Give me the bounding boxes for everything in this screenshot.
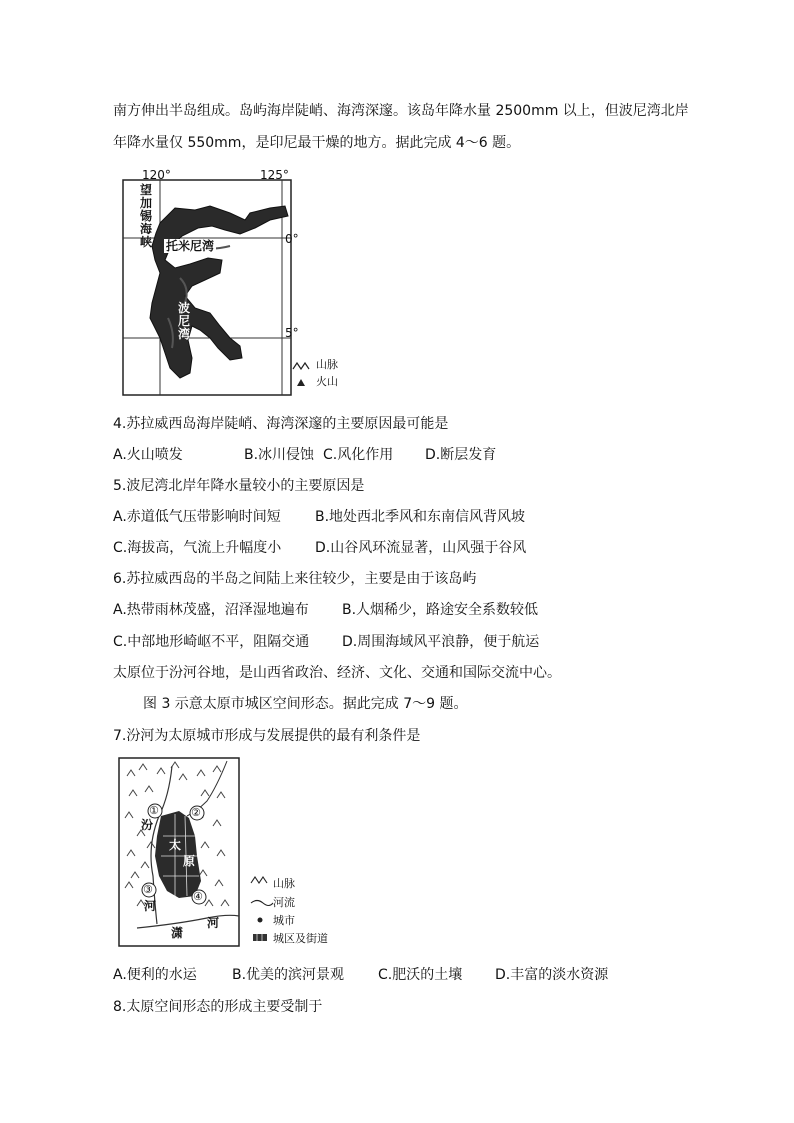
q6-option-a[interactable]: A.热带雨林茂盛，沼泽湿地遍布 [113, 602, 309, 618]
q7-option-a[interactable]: A.便利的水运 [113, 967, 197, 983]
passage-line-1: 南方伸出半岛组成。岛屿海岸陡峭、海湾深邃。该岛年降水量 2500mm 以上，但波尼湾北岸 [113, 103, 689, 119]
volcano-icon [292, 377, 312, 387]
q7-option-c[interactable]: C.肥沃的土壤 [378, 967, 463, 983]
strait-label: 望加锡海峡 [140, 183, 153, 249]
lon-120-label: 120° [142, 168, 171, 182]
q6-option-d[interactable]: D.周围海域风平浪静，便于航运 [342, 634, 540, 650]
he-label-2: 河 [207, 916, 220, 930]
marker-3: ③ [143, 883, 153, 896]
yuan-label: 原 [183, 854, 196, 868]
q6-option-c[interactable]: C.中部地形崎岖不平，阻隔交通 [113, 634, 310, 650]
legend-mountain [292, 358, 338, 372]
marker-1: ① [149, 804, 159, 817]
q5-option-b[interactable]: B.地处西北季风和东南信风背风坡 [315, 509, 526, 525]
q4-option-c[interactable]: C.风化作用 [323, 447, 394, 463]
bone-bay-label: 波尼湾 [178, 301, 191, 341]
legend-city-text: 城市 [273, 914, 295, 927]
lat-5-label: 5° [285, 326, 299, 340]
q7-option-b[interactable]: B.优美的滨河景观 [232, 967, 345, 983]
taiyuan-map [117, 756, 337, 951]
mountain-icon [292, 360, 312, 370]
tomini-bay-label: 托米尼湾 [166, 239, 215, 253]
q6-stem: 6.苏拉威西岛的半岛之间陆上来往较少，主要是由于该岛屿 [113, 571, 477, 587]
q4-option-b[interactable]: B.冰川侵蚀 [244, 447, 315, 463]
he-label-1: 河 [144, 899, 157, 913]
q7-stem: 7.汾河为太原城市形成与发展提供的最有利条件是 [113, 728, 421, 744]
q4-option-d[interactable]: D.断层发育 [425, 447, 497, 463]
q7-option-d[interactable]: D.丰富的淡水资源 [495, 967, 609, 983]
taiyuan-map-graphic [117, 756, 337, 951]
passage-line-2: 年降水量仅 550mm，是印尼最干燥的地方。据此完成 4～6 题。 [113, 135, 521, 151]
legend-river-text: 河流 [273, 896, 295, 909]
q5-option-a[interactable]: A.赤道低气压带影响时间短 [113, 509, 281, 525]
sulawesi-map [120, 168, 338, 398]
marker-4: ④ [193, 890, 203, 903]
legend-volcano-text: 火山 [316, 375, 338, 388]
q8-stem: 8.太原空间形态的形成主要受制于 [113, 999, 323, 1015]
lon-125-label: 125° [260, 168, 289, 182]
legend-mountain-text-2: 山脉 [273, 877, 295, 890]
q4-option-a[interactable]: A.火山喷发 [113, 447, 183, 463]
q6-option-b[interactable]: B.人烟稀少，路途安全系数较低 [342, 602, 539, 618]
intro2-line-1: 太原位于汾河谷地，是山西省政治、经济、文化、交通和国际交流中心。 [113, 665, 561, 681]
q5-option-c[interactable]: C.海拔高，气流上升幅度小 [113, 540, 282, 556]
intro2-line-2: 图 3 示意太原市城区空间形态。据此完成 7～9 题。 [143, 696, 468, 712]
sulawesi-island [150, 206, 288, 378]
lat-0-label: 0° [285, 232, 299, 246]
xiao-label: 潇 [171, 926, 184, 940]
q4-stem: 4.苏拉威西岛海岸陡峭、海湾深邃的主要原因最可能是 [113, 416, 449, 432]
q5-stem: 5.波尼湾北岸年降水量较小的主要原因是 [113, 478, 365, 494]
q5-option-d[interactable]: D.山谷风环流显著，山风强于谷风 [315, 540, 527, 556]
legend-mountain-text: 山脉 [316, 358, 338, 371]
legend-volcano [292, 375, 338, 389]
marker-2: ② [191, 806, 201, 819]
fen-label: 汾 [141, 818, 154, 832]
tai-label: 太 [169, 838, 182, 852]
legend-district-text: 城区及街道 [273, 932, 328, 945]
